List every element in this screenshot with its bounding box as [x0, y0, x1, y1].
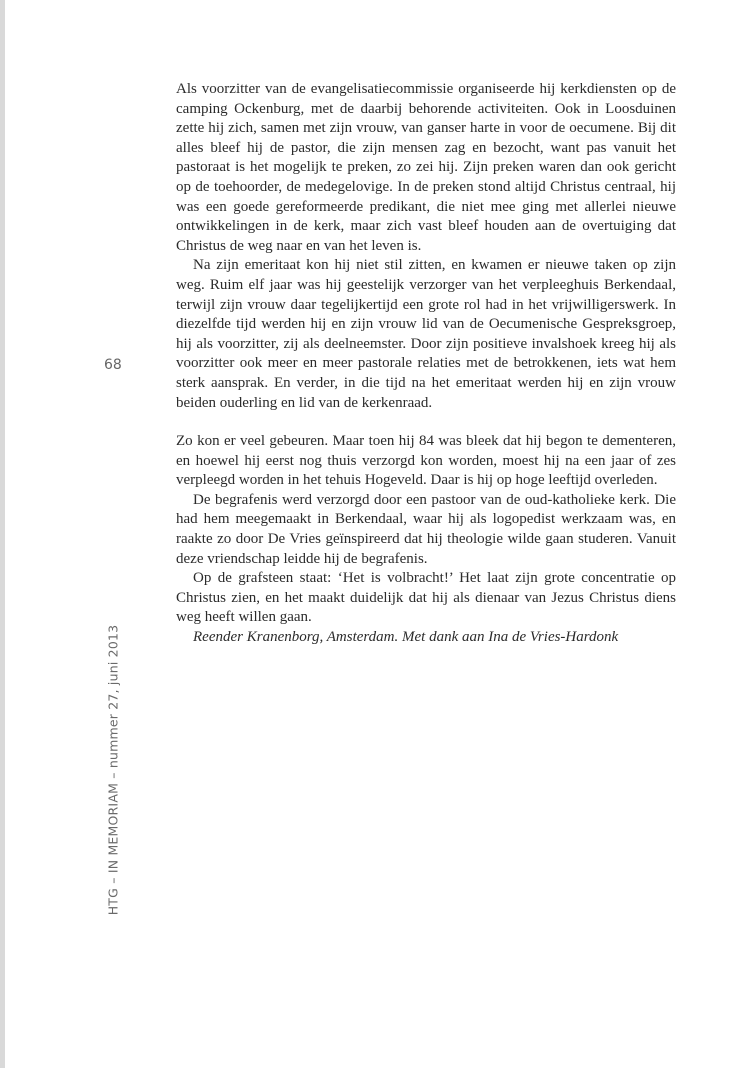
paragraph-evangelisation: Als voorzitter van de evangelisatiecommissie organiseerde hij kerkdiensten op de camping Ockenburg, met de daarbij behorende activiteiten. Ook in Loosduinen zette hij zich, samen met zijn vrouw, van ganser harte in voor de oecumene. Bij dit alles bleef hij de pastor, die zijn mensen zag en bezocht, want pas vanuit het pastoraat is het mogelijk te preken, zo zei hij. Zijn preken waren dan ook gericht op de toehoorder, de medegelovige. In de preken stond altijd Christus centraal, hij was een goede gereformeerde predikant, die niet mee ging met allerlei nieuwe ontwikkelingen in de kerk, maar zich vast bleef houden aan de overtuiging dat Christus de weg naar en van het leven is. [176, 81, 676, 254]
running-footer-caption: HTG – IN MEMORIAM – nummer 27, juni 2013 [105, 624, 121, 916]
paragraph-dementia: Zo kon er veel gebeuren. Maar toen hij 84 was bleek dat hij begon te dementeren, en hoewel hij eerst nog thuis verzorgd kon worden, moest hij na een jaar of zes verpleegd worden in het tehuis Hogeveld. Daar is hij op hoge leeftijd overleden. [176, 433, 676, 489]
paragraph-gravestone: Op de grafsteen staat: ‘Het is volbracht!’ Het laat zijn grote concentratie op Christus zien, en het maakt duidelijk dat hij als dienaar van Jezus Christus diens weg heeft willen gaan. [176, 570, 676, 626]
page-number: 68 [104, 357, 122, 373]
author-signature: Reender Kranenborg, Amsterdam. Met dank aan Ina de Vries-Hardonk [193, 629, 619, 646]
paragraph-emeritus: Na zijn emeritaat kon hij niet stil zitten, en kwamen er nieuwe taken op zijn weg. Ruim elf jaar was hij geestelijk verzorger van het verpleeghuis Berkendaal, terwijl zijn vrouw daar tegelijkertijd een grote rol had in het vrijwilligerswerk. In diezelfde tijd werden hij en zijn vrouw lid van de Oecumenische Gespreksgroep, hij als voorzitter, zij als deelneemster. Door zijn positieve invalshoek kreeg hij als voorzitter ook meer en meer pastorale relaties met de betrokkenen, iets wat hem sterk aansprak. En verder, in die tijd na het emeritaat werden hij en zijn vrouw beiden ouderling en lid van de kerkenraad. [176, 257, 676, 411]
paragraph-funeral: De begrafenis werd verzorgd door een pastoor van de oud-katholieke kerk. Die had hem meegemaakt in Berkendaal, waar hij als logopedist werkzaam was, en raakte zo door De Vries geïnspireerd dat hij theologie wilde gaan studeren. Vanuit deze vriendschap leidde hij de begrafenis. [176, 491, 676, 567]
page-edge [0, 0, 5, 1068]
article-body [176, 80, 676, 648]
